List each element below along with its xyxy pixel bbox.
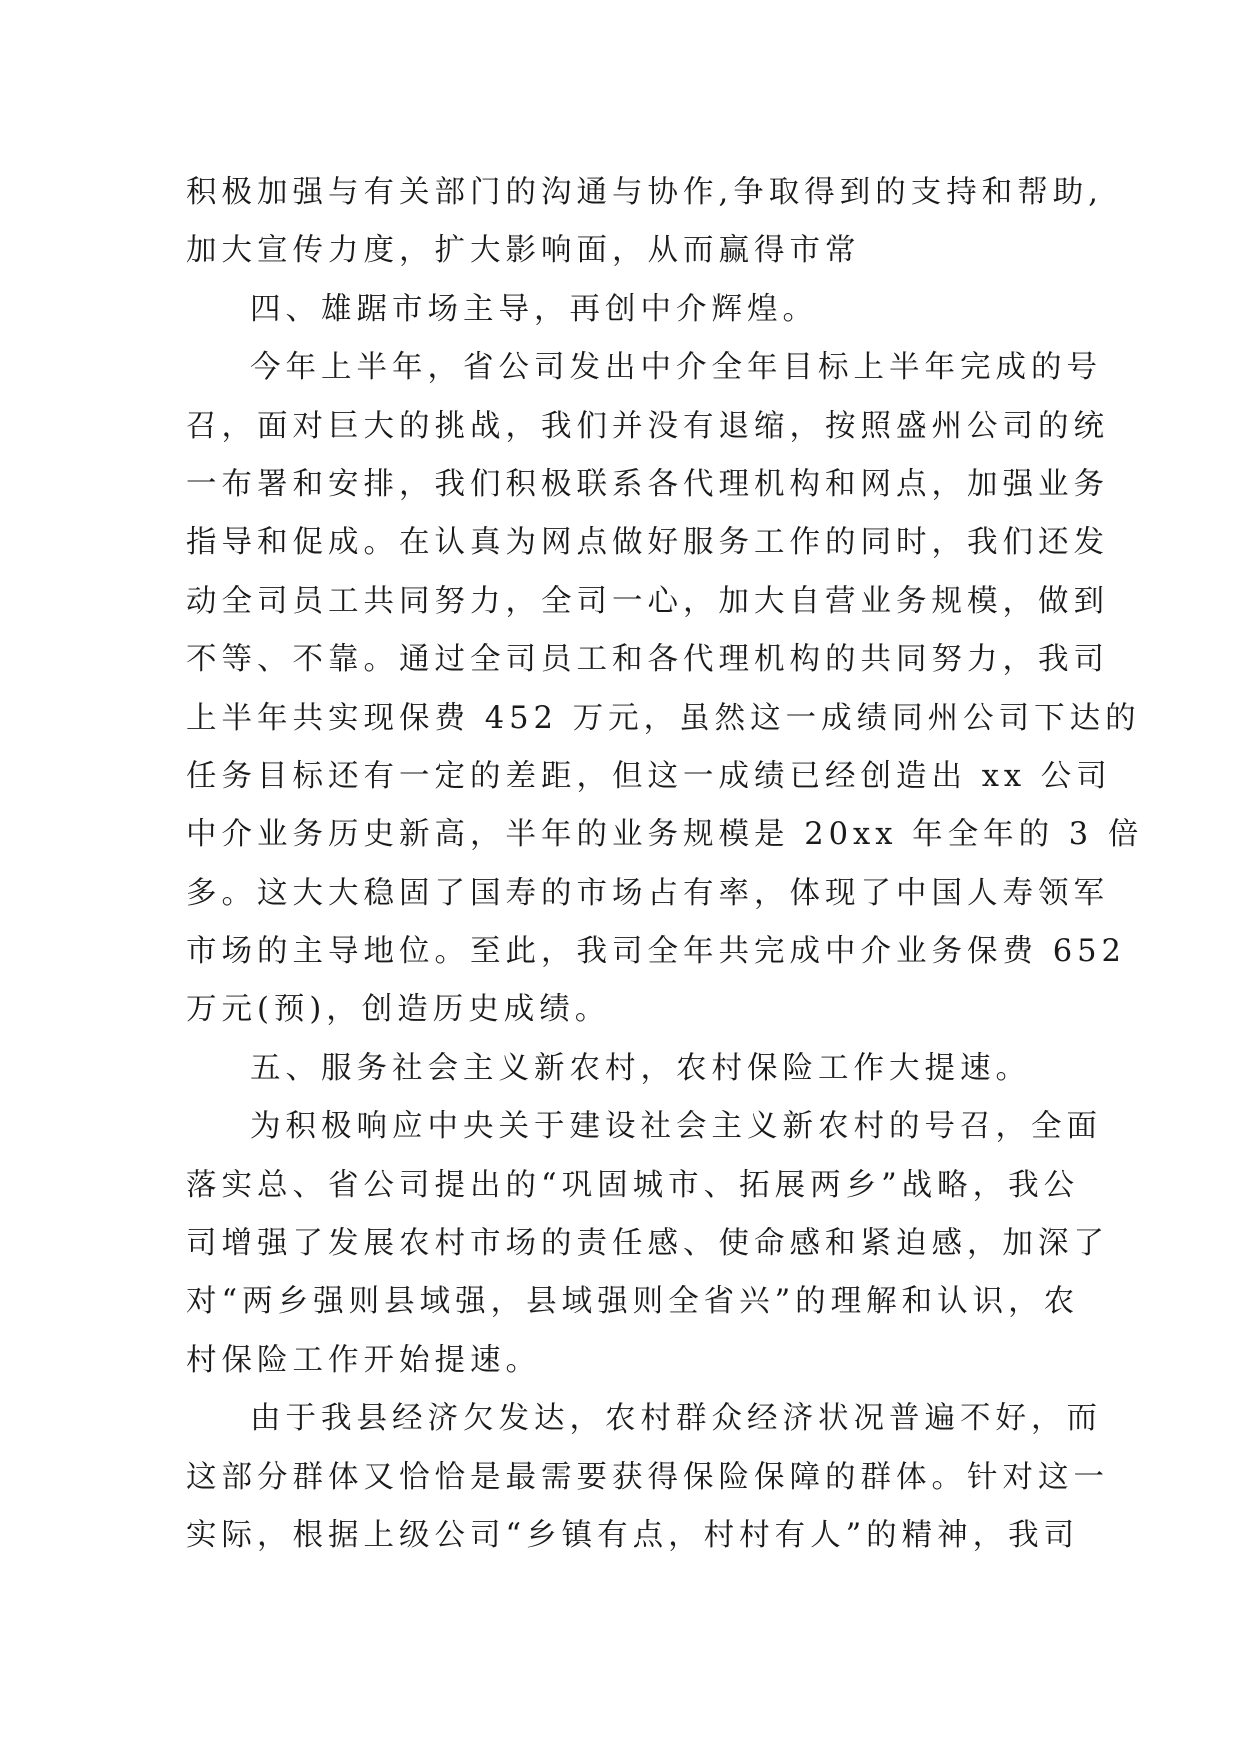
text-line: 多。这大大稳固了国寿的市场占有率，体现了中国人寿领军: [186, 875, 1109, 911]
section-heading: 五、服务社会主义新农村，农村保险工作大提速。: [250, 1050, 1031, 1086]
text-line: 积极加强与有关部门的沟通与协作,争取得到的支持和帮助,: [186, 175, 1103, 210]
text-line: 司增强了发展农村市场的责任感、使命感和紧迫感，加深了: [186, 1226, 1109, 1262]
text-line: 为积极响应中央关于建设社会主义新农村的号召，全面: [250, 1109, 1102, 1145]
text-line: 市场的主导地位。至此，我司全年共完成中介业务保费 652: [186, 934, 1126, 970]
text-line: 今年上半年，省公司发出中介全年目标上半年完成的号: [250, 350, 1102, 386]
text-line: 不等、不靠。通过全司员工和各代理机构的共同努力，我司: [186, 642, 1109, 678]
text-line: 上半年共实现保费 452 万元，虽然这一成绩同州公司下达的: [186, 700, 1141, 736]
text-line: 由于我县经济欠发达，农村群众经济状况普遍不好，而: [250, 1401, 1102, 1437]
document-body: [186, 164, 1144, 1565]
text-line: 指导和促成。在认真为网点做好服务工作的同时，我们还发: [186, 525, 1109, 561]
text-line: 村保险工作开始提速。: [186, 1342, 541, 1378]
text-line: 这部分群体又恰恰是最需要获得保险保障的群体。针对这一: [186, 1459, 1109, 1495]
text-line: 落实总、省公司提出的“巩固城市、拓展两乡”战略，我公: [186, 1167, 1080, 1203]
text-line: 一布署和安排，我们积极联系各代理机构和网点，加强业务: [186, 466, 1109, 502]
text-line: 加大宣传力度，扩大影响面，从而赢得市常: [186, 233, 861, 269]
text-line: 中介业务历史新高，半年的业务规模是 20xx 年全年的 3 倍: [186, 817, 1144, 853]
text-line: 万元(预)，创造历史成绩。: [186, 992, 611, 1028]
text-line: 任务目标还有一定的差距，但这一成绩已经创造出 xx 公司: [186, 758, 1112, 794]
text-line: 召，面对巨大的挑战，我们并没有退缩，按照盛州公司的统: [186, 408, 1109, 444]
text-line: 实际，根据上级公司“乡镇有点，村村有人”的精神，我司: [186, 1517, 1080, 1553]
text-line: 对“两乡强则县域强，县域强则全省兴”的理解和认识，农: [186, 1284, 1080, 1320]
section-heading: 四、雄踞市场主导，再创中介辉煌。: [250, 291, 818, 327]
text-line: 动全司员工共同努力，全司一心，加大自营业务规模，做到: [186, 583, 1109, 619]
